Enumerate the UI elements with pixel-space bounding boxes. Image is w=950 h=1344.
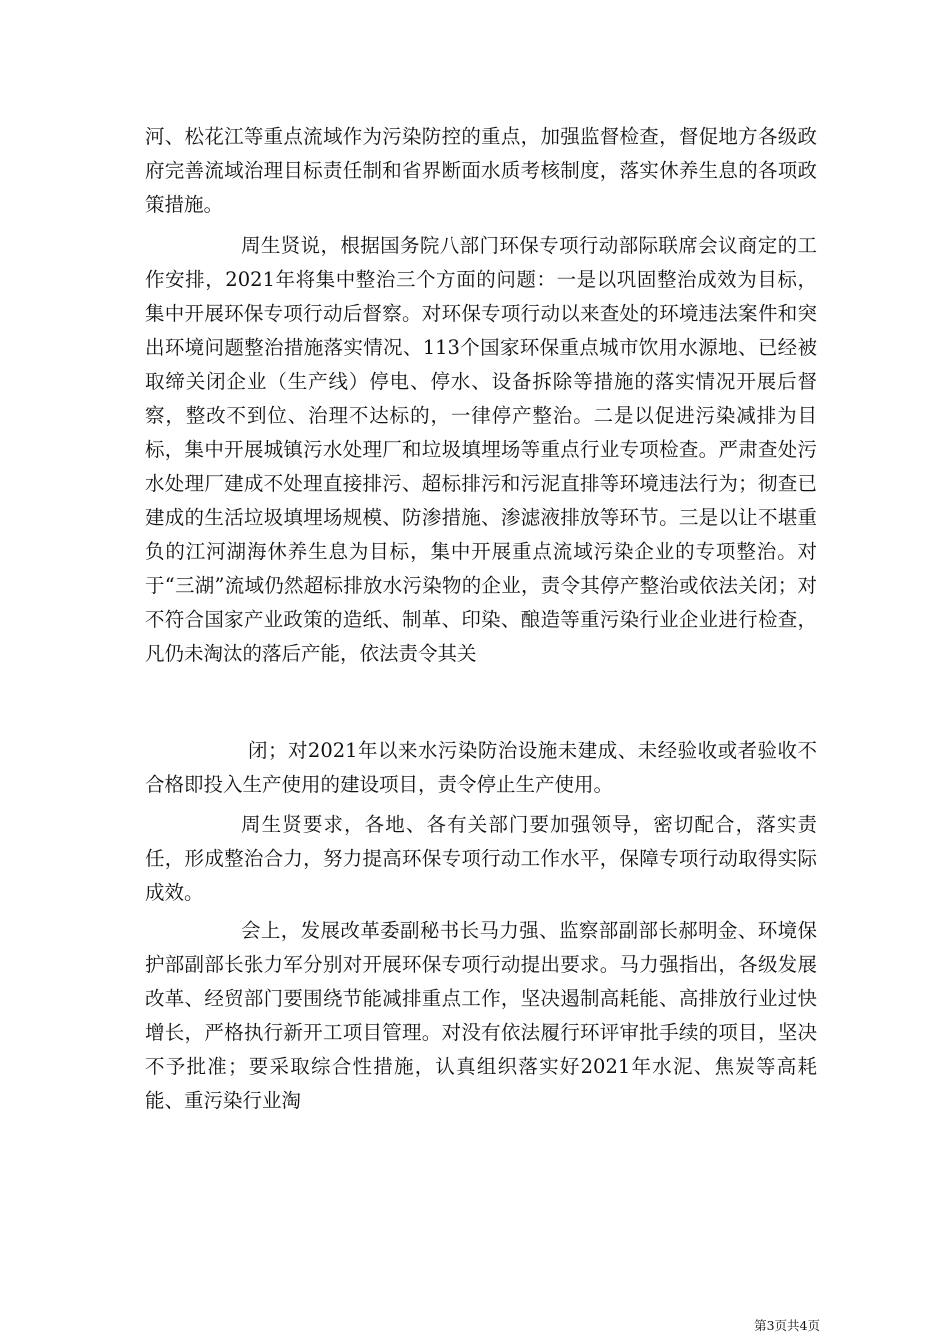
page-number-footer: 第3页共4页 — [754, 1318, 820, 1333]
paragraph-5: 会上，发展改革委副秘书长马力强、监察部副部长郝明金、环境保护部副部长张力军分别对开展环保专项行动提出要求。马力强指出，各级发展改革、经贸部门要围绕节能减排重点工作，坚决遏制高耗能、高排放行业过快增长，严格执行新开工项目管理。对没有依法履行环评审批手续的项目，坚决不予批准；要采取综合性措施，认真组织落实好2021年水泥、焦炭等高耗能、重污染行业淘 — [145, 919, 817, 1112]
paragraph-2: 周生贤说，根据国务院八部门环保专项行动部际联席会议商定的工作安排，2021年将集中整治三个方面的问题：一是以巩固整治成效为目标，集中开展环保专项行动后督察。对环保专项行动以来查处的环境违法案件和突出环境问题整治措施落实情况、113个国家环保重点城市饮用水源地、已经被取缔关闭企业（生产线）停电、停水、设备拆除等措施的落实情况开展后督察，整改不到位、治理不达标的，一律停产整治。二是以促进污染减排为目标，集中开展城镇污水处理厂和垃圾填埋场等重点行业专项检查。严肃查处污水处理厂建成不处理直接排污、超标排污和污泥直排等环境违法行为；彻查已建成的生活垃圾填埋场规模、防渗措施、渗滤液排放等环节。三是以让不堪重负的江河湖海休养生息为目标，集中开展重点流域污染企业的专项整治。对于“三湖”流域仍然超标排放水污染物的企业，责令其停产整治或依法关闭；对不符合国家产业政策的造纸、制革、印染、酿造等重污染行业企业进行检查，凡仍未淘汰的落后产能，依法责令其关 — [145, 234, 817, 665]
paragraph-3: 闭；对2021年以来水污染防治设施未建成、未经验收或者验收不合格即投入生产使用的建设项目，责令停止生产使用。 — [145, 739, 817, 796]
paragraph-4: 周生贤要求，各地、各有关部门要加强领导，密切配合，落实责任，形成整治合力，努力提高环保专项行动工作水平，保障专项行动取得实际成效。 — [145, 813, 817, 904]
paragraph-1: 河、松花江等重点流域作为污染防控的重点，加强监督检查，督促地方各级政府完善流域治理目标责任制和省界断面水质考核制度，落实休养生息的各项政策措施。 — [145, 125, 817, 216]
